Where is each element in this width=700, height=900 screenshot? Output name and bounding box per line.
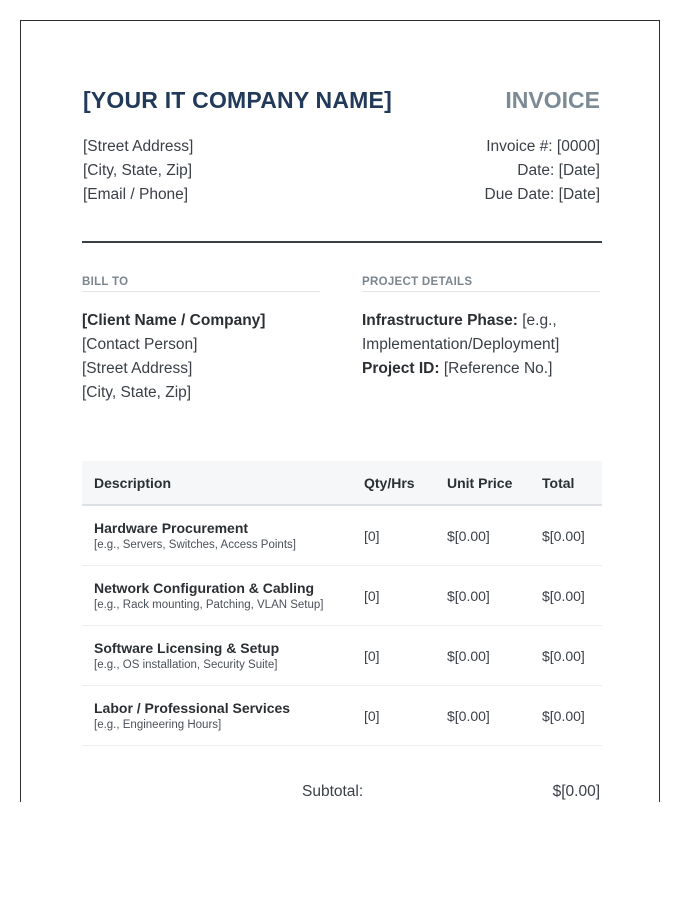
item-name: Hardware Procurement bbox=[94, 519, 249, 536]
company-street: [Street Address] bbox=[83, 138, 194, 155]
item-total: $[0.00] bbox=[542, 686, 602, 746]
item-unit-price: $[0.00] bbox=[447, 626, 542, 686]
item-note: [e.g., Servers, Switches, Access Points] bbox=[94, 538, 296, 551]
header-divider bbox=[82, 241, 602, 243]
item-qty: [0] bbox=[364, 686, 447, 746]
bill-to-block bbox=[82, 309, 265, 405]
client-name: [Client Name / Company] bbox=[82, 312, 266, 329]
header-qty: Qty/Hrs bbox=[364, 461, 447, 505]
project-details-heading: PROJECT DETAILS bbox=[362, 276, 600, 292]
item-total: $[0.00] bbox=[542, 505, 602, 566]
header-total: Total bbox=[542, 461, 602, 505]
item-unit-price: $[0.00] bbox=[447, 505, 542, 566]
project-id-value: [Reference No.] bbox=[443, 360, 553, 377]
subtotal-value: $[0.00] bbox=[552, 783, 600, 800]
item-description bbox=[82, 626, 364, 686]
client-street: [Street Address] bbox=[82, 360, 193, 377]
invoice-meta bbox=[485, 135, 600, 207]
invoice-date: Date: [Date] bbox=[517, 162, 600, 179]
item-note: [e.g., Rack mounting, Patching, VLAN Setup] bbox=[94, 598, 324, 611]
item-qty: [0] bbox=[364, 626, 447, 686]
item-description bbox=[82, 505, 364, 566]
item-description bbox=[82, 686, 364, 746]
invoice-title: INVOICE bbox=[505, 87, 600, 113]
item-total: $[0.00] bbox=[542, 566, 602, 626]
company-address bbox=[83, 135, 193, 207]
subtotal-label: Subtotal: bbox=[302, 783, 364, 800]
item-description bbox=[82, 566, 364, 626]
table-row bbox=[82, 505, 602, 566]
header-description: Description bbox=[82, 461, 364, 505]
table-row bbox=[82, 686, 602, 746]
project-details-block bbox=[362, 309, 602, 381]
table-row bbox=[82, 566, 602, 626]
item-qty: [0] bbox=[364, 566, 447, 626]
item-total: $[0.00] bbox=[542, 626, 602, 686]
project-id-label: Project ID: bbox=[362, 360, 440, 377]
line-items-table bbox=[82, 461, 602, 746]
client-contact: [Contact Person] bbox=[82, 336, 198, 353]
company-name: [YOUR IT COMPANY NAME] bbox=[83, 87, 392, 113]
project-phase bbox=[362, 309, 602, 357]
company-contact: [Email / Phone] bbox=[83, 186, 189, 203]
header-unit-price: Unit Price bbox=[447, 461, 542, 505]
project-id bbox=[362, 357, 602, 381]
project-phase-value: [e.g., Implementation/Deployment] bbox=[362, 312, 560, 353]
item-name: Software Licensing & Setup bbox=[94, 639, 280, 656]
item-note: [e.g., Engineering Hours] bbox=[94, 718, 222, 731]
item-unit-price: $[0.00] bbox=[447, 566, 542, 626]
item-unit-price: $[0.00] bbox=[447, 686, 542, 746]
item-name: Network Configuration & Cabling bbox=[94, 579, 315, 596]
invoice-number: Invoice #: [0000] bbox=[486, 138, 600, 155]
project-phase-label: Infrastructure Phase: bbox=[362, 312, 518, 329]
company-city: [City, State, Zip] bbox=[83, 162, 193, 179]
invoice-due-date: Due Date: [Date] bbox=[484, 186, 600, 203]
item-name: Labor / Professional Services bbox=[94, 699, 291, 716]
bill-to-heading: BILL TO bbox=[82, 276, 320, 292]
item-qty: [0] bbox=[364, 505, 447, 566]
item-note: [e.g., OS installation, Security Suite] bbox=[94, 658, 278, 671]
client-city: [City, State, Zip] bbox=[82, 384, 192, 401]
table-header-row bbox=[82, 461, 602, 505]
table-row bbox=[82, 626, 602, 686]
invoice-sheet bbox=[20, 20, 660, 802]
